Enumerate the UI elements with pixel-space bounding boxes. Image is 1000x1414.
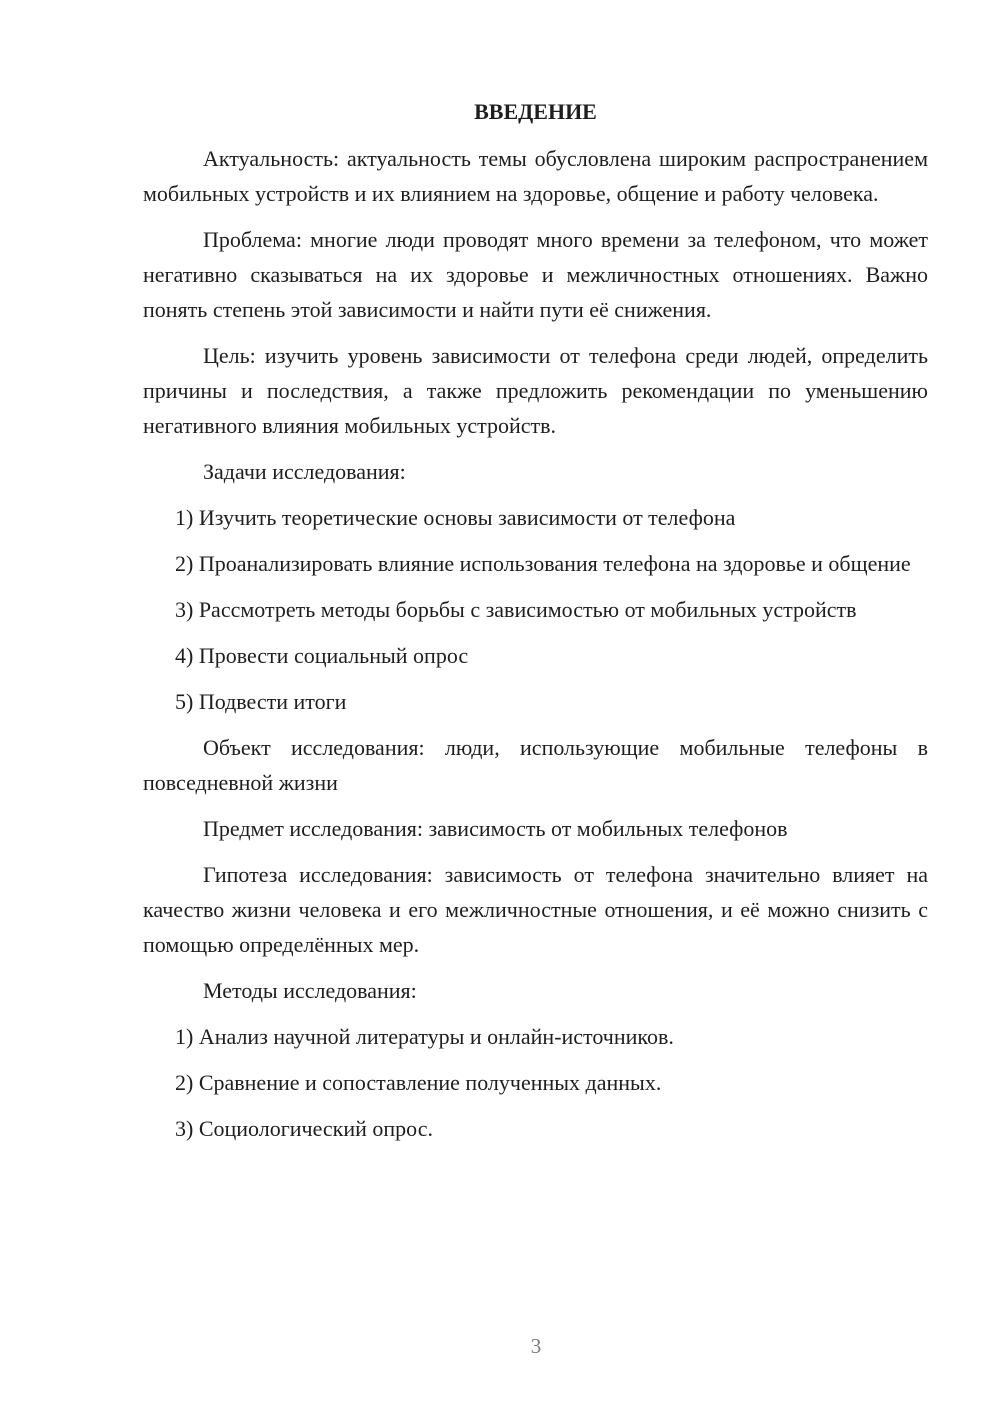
page-number: 3: [530, 1334, 542, 1358]
paragraph-object: Объект исследования: люди, использующие мобильные телефоны в повседневной жизни: [143, 735, 928, 795]
methods-label: Методы исследования:: [203, 978, 417, 1003]
paragraph-hypothesis: Гипотеза исследования: зависимость от телефона значительно влияет на качество жизни человека и его межличностные отношения, и её можно снизить с помощью определённых мер.: [143, 862, 928, 957]
task-item-4: 4) Провести социальный опрос: [175, 643, 469, 668]
paragraph-subject: Предмет исследования: зависимость от мобильных телефонов: [203, 816, 788, 841]
task-item-5: 5) Подвести итоги: [175, 689, 347, 714]
method-item-1: 1) Анализ научной литературы и онлайн-источников.: [175, 1024, 674, 1049]
task-item-2: 2) Проанализировать влияние использования телефона на здоровье и общение: [175, 551, 911, 576]
paragraph-relevance: Актуальность: актуальность темы обусловлена широким распространением мобильных устройств и их влиянием на здоровье, общение и работу человека.: [143, 146, 928, 206]
method-item-2: 2) Сравнение и сопоставление полученных данных.: [175, 1070, 662, 1095]
tasks-label: Задачи исследования:: [203, 459, 406, 484]
page-title: ВВЕДЕНИЕ: [474, 99, 597, 124]
page-content: [143, 94, 928, 1157]
paragraph-goal: Цель: изучить уровень зависимости от телефона среди людей, определить причины и последствия, а также предложить рекомендации по уменьшению негативного влияния мобильных устройств.: [143, 343, 928, 438]
method-item-3: 3) Социологический опрос.: [175, 1116, 433, 1141]
paragraph-problem: Проблема: многие люди проводят много времени за телефоном, что может негативно сказываться на их здоровье и межличностных отношениях. Важно понять степень этой зависимости и найти пути её снижения.: [143, 227, 928, 322]
task-item-3: 3) Рассмотреть методы борьбы с зависимостью от мобильных устройств: [175, 597, 857, 622]
task-item-1: 1) Изучить теоретические основы зависимости от телефона: [175, 505, 736, 530]
